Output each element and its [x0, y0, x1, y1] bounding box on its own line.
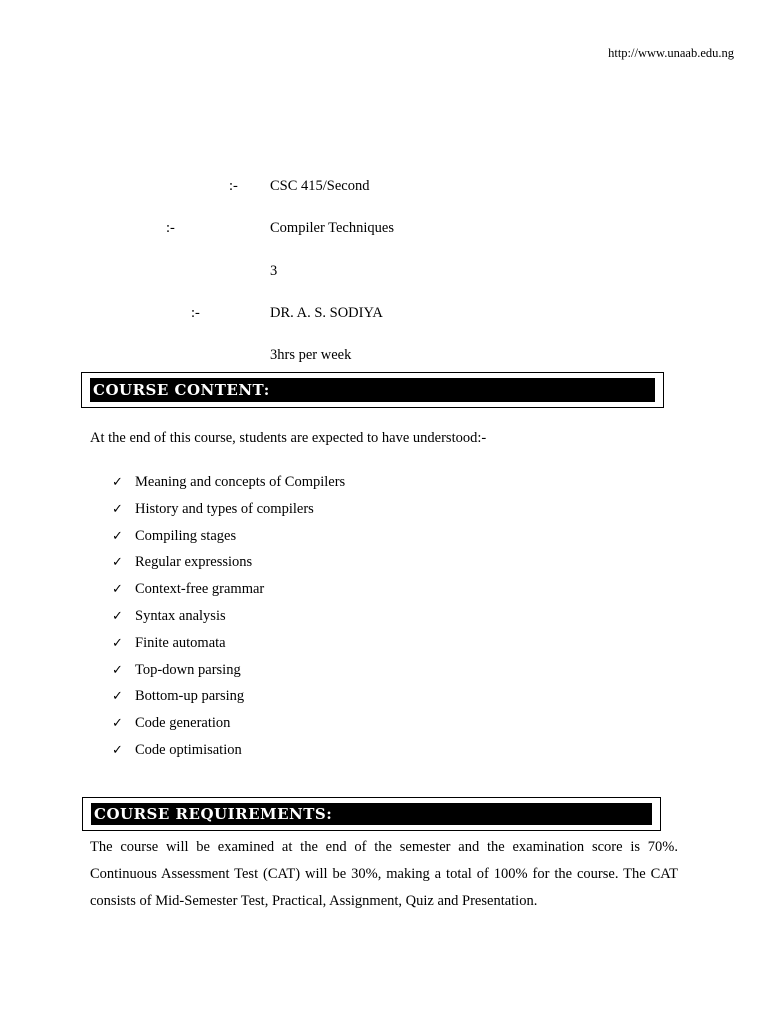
checkmark-icon: ✓: [112, 555, 123, 571]
checkmark-icon: ✓: [112, 528, 123, 544]
checkmark-icon: ✓: [112, 635, 123, 651]
topic-list-item: [112, 472, 345, 499]
course-code-separator: :-: [229, 178, 238, 194]
course-requirements-heading-box: [82, 797, 661, 831]
topic-list-item: [112, 740, 345, 767]
website-link[interactable]: http://www.unaab.edu.ng: [608, 46, 734, 60]
course-units-row: [0, 263, 768, 283]
topic-list-item: [112, 526, 345, 553]
topic-label: Regular expressions: [135, 554, 253, 571]
topic-list-item: [112, 499, 345, 526]
contact-hours-row: [0, 347, 768, 367]
checkmark-icon: ✓: [112, 475, 123, 490]
course-code-row: [0, 178, 768, 198]
course-content-heading: COURSE CONTENT:: [90, 378, 655, 402]
course-title-separator: :-: [166, 220, 175, 236]
topic-label: Top-down parsing: [135, 661, 241, 678]
topic-list-item: [112, 606, 345, 633]
topic-label: Bottom-up parsing: [135, 688, 245, 705]
course-topics-list: [112, 472, 345, 767]
contact-hours-value: 3hrs per week: [270, 347, 352, 363]
checkmark-icon: ✓: [112, 689, 123, 705]
topic-label: Syntax analysis: [135, 607, 226, 624]
topic-list-item: [112, 713, 345, 740]
topic-label: Compiling stages: [135, 527, 237, 544]
lecturer-row: [0, 305, 768, 325]
checkmark-icon: ✓: [112, 582, 123, 598]
checkmark-icon: ✓: [112, 742, 123, 758]
topic-label: Finite automata: [135, 634, 226, 651]
course-title-value: Compiler Techniques: [270, 220, 394, 236]
course-title-row: [0, 220, 768, 240]
topic-label: History and types of compilers: [135, 500, 314, 517]
course-requirements-heading: COURSE REQUIREMENTS:: [91, 803, 652, 825]
topic-label: Code generation: [135, 715, 231, 732]
topic-label: Meaning and concepts of Compilers: [135, 474, 346, 490]
course-requirements-text: The course will be examined at the end of the semester and the examination score is 70%. Continuous Assessment Test (CAT) will be 30%, making a total of 100% for the course. The CAT consists of Mid-Semester Test, Practical, Assignment, Quiz and Presentation.: [90, 839, 678, 909]
topic-list-item: [112, 579, 345, 606]
topic-list-item: [112, 660, 345, 687]
checkmark-icon: ✓: [112, 501, 123, 517]
lecturer-value: DR. A. S. SODIYA: [270, 305, 383, 321]
topic-list-item: [112, 552, 345, 579]
topic-label: Code optimisation: [135, 741, 242, 758]
topic-label: Context-free grammar: [135, 581, 265, 598]
lecturer-separator: :-: [191, 305, 200, 321]
course-content-intro: At the end of this course, students are expected to have understood:-: [90, 430, 487, 446]
course-code-value: CSC 415/Second: [270, 178, 370, 194]
course-units-value: 3: [270, 263, 278, 279]
checkmark-icon: ✓: [112, 716, 123, 732]
course-content-heading-box: [81, 372, 664, 408]
checkmark-icon: ✓: [112, 662, 123, 678]
topic-list-item: [112, 633, 345, 660]
checkmark-icon: ✓: [112, 608, 123, 624]
topic-list-item: [112, 686, 345, 713]
